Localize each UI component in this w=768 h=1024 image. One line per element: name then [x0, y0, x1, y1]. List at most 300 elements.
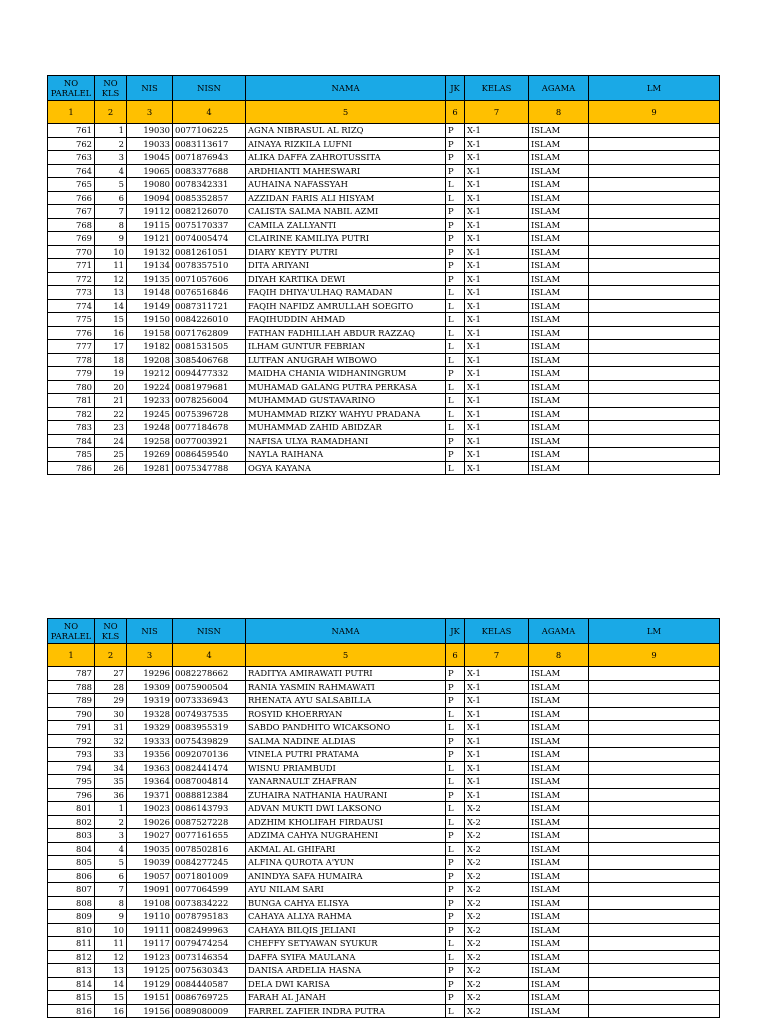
table-cell: X-1 [465, 164, 529, 178]
table-cell: X-1 [465, 232, 529, 246]
table-cell: 0074937535 [173, 707, 246, 721]
table-cell: L [446, 721, 465, 735]
table-cell: 0094477332 [173, 367, 246, 381]
table-cell: ISLAM [529, 991, 589, 1005]
table-cell: ISLAM [529, 421, 589, 435]
table-cell: 0083377688 [173, 164, 246, 178]
col-number: 8 [529, 101, 589, 124]
table-cell: AUHAINA NAFASSYAH [246, 178, 446, 192]
table-cell: 787 [48, 667, 95, 681]
table-cell [589, 299, 720, 313]
table-cell: X-1 [465, 191, 529, 205]
col-number: 9 [589, 644, 720, 667]
col-number: 5 [246, 644, 446, 667]
table-cell: 28 [95, 680, 127, 694]
table-cell: 19148 [127, 286, 173, 300]
table-cell: 0086769725 [173, 991, 246, 1005]
table-cell: MUHAMAD GALANG PUTRA PERKASA [246, 380, 446, 394]
table-cell [589, 788, 720, 802]
table-cell [589, 461, 720, 475]
table-cell: P [446, 124, 465, 138]
table-cell: ISLAM [529, 829, 589, 843]
table-cell: P [446, 883, 465, 897]
table-cell: 0075347788 [173, 461, 246, 475]
table-cell [589, 380, 720, 394]
table-cell: CHEFFY SETYAWAN SYUKUR [246, 937, 446, 951]
table-row [48, 232, 720, 246]
table-cell: FARAH AL JANAH [246, 991, 446, 1005]
table-cell: 34 [95, 761, 127, 775]
table-cell: AGNA NIBRASUL AL RIZQ [246, 124, 446, 138]
table-cell: ISLAM [529, 448, 589, 462]
col-header: AGAMA [529, 76, 589, 101]
table-cell: X-1 [465, 788, 529, 802]
table-cell: 19094 [127, 191, 173, 205]
col-number: 7 [465, 101, 529, 124]
table-cell: 768 [48, 218, 95, 232]
table-cell: 0078502816 [173, 842, 246, 856]
table-row [48, 137, 720, 151]
table-cell [589, 680, 720, 694]
col-header: NIS [127, 619, 173, 644]
table-cell: 793 [48, 748, 95, 762]
table-cell: 19329 [127, 721, 173, 735]
table-cell [589, 1004, 720, 1018]
table-cell: 19027 [127, 829, 173, 843]
table-cell: 32 [95, 734, 127, 748]
table-cell: ISLAM [529, 434, 589, 448]
table-cell: 785 [48, 448, 95, 462]
table-cell: 19135 [127, 272, 173, 286]
table-cell: 769 [48, 232, 95, 246]
table-cell: 778 [48, 353, 95, 367]
table-body [48, 667, 720, 1018]
table-row [48, 977, 720, 991]
table-cell: X-1 [465, 680, 529, 694]
table-cell: 806 [48, 869, 95, 883]
table-cell: 0071057606 [173, 272, 246, 286]
table-cell [589, 950, 720, 964]
table-row [48, 856, 720, 870]
table-cell: FAQIHUDDIN AHMAD [246, 313, 446, 327]
table-cell [589, 232, 720, 246]
column-number-row [48, 101, 720, 124]
table-cell: 19112 [127, 205, 173, 219]
table-cell [589, 421, 720, 435]
table-cell [589, 937, 720, 951]
col-number: 5 [246, 101, 446, 124]
table-cell: 19110 [127, 910, 173, 924]
table-cell: P [446, 434, 465, 448]
table-cell: X-1 [465, 124, 529, 138]
table-cell: 761 [48, 124, 95, 138]
table-row [48, 694, 720, 708]
table-cell: 20 [95, 380, 127, 394]
table-cell: 0074005474 [173, 232, 246, 246]
table-cell [589, 856, 720, 870]
table-cell [589, 977, 720, 991]
table-cell: MUHAMMAD GUSTAVARINO [246, 394, 446, 408]
table-cell [589, 245, 720, 259]
table-cell [589, 407, 720, 421]
table-cell: 0071876943 [173, 151, 246, 165]
table-cell [589, 964, 720, 978]
table-cell: DELA DWI KARISA [246, 977, 446, 991]
table-cell: P [446, 694, 465, 708]
table-cell [589, 923, 720, 937]
table-cell: ISLAM [529, 977, 589, 991]
table-cell: 2 [95, 815, 127, 829]
table-cell: 19115 [127, 218, 173, 232]
table-cell: P [446, 856, 465, 870]
table-row [48, 667, 720, 681]
table-cell: 21 [95, 394, 127, 408]
table-cell: SABDO PANDHITO WICAKSONO [246, 721, 446, 735]
table-cell: 8 [95, 896, 127, 910]
table-cell: X-1 [465, 326, 529, 340]
table-cell: X-2 [465, 842, 529, 856]
table-cell: X-1 [465, 394, 529, 408]
table-cell: 0082499963 [173, 923, 246, 937]
table-cell: DANISA ARDELIA HASNA [246, 964, 446, 978]
table-cell: 19033 [127, 137, 173, 151]
table-cell: 19319 [127, 694, 173, 708]
table-cell: P [446, 667, 465, 681]
table-cell: MUHAMMAD ZAHID ABIDZAR [246, 421, 446, 435]
table-cell: 792 [48, 734, 95, 748]
table-cell [589, 761, 720, 775]
table-cell [589, 775, 720, 789]
table-row [48, 286, 720, 300]
table-cell: P [446, 680, 465, 694]
table-cell: 19151 [127, 991, 173, 1005]
table-cell [589, 137, 720, 151]
table-cell: 801 [48, 802, 95, 816]
table-cell [589, 151, 720, 165]
table-cell: 19129 [127, 977, 173, 991]
table-cell: 19125 [127, 964, 173, 978]
table-cell: 3085406768 [173, 353, 246, 367]
table-cell: 0077106225 [173, 124, 246, 138]
col-header: NISN [173, 76, 246, 101]
table-cell: 19328 [127, 707, 173, 721]
table-cell: 19156 [127, 1004, 173, 1018]
table-cell: ISLAM [529, 734, 589, 748]
table-cell: 13 [95, 286, 127, 300]
table-cell: P [446, 991, 465, 1005]
table-cell [589, 353, 720, 367]
table-cell: 763 [48, 151, 95, 165]
table-cell: 9 [95, 232, 127, 246]
table-row [48, 923, 720, 937]
table-cell: 0078357510 [173, 259, 246, 273]
table-cell: ISLAM [529, 842, 589, 856]
table-cell: ISLAM [529, 340, 589, 354]
table-cell: ISLAM [529, 707, 589, 721]
table-cell: ISLAM [529, 788, 589, 802]
table-cell: 19356 [127, 748, 173, 762]
table-cell: 774 [48, 299, 95, 313]
table-cell: 19111 [127, 923, 173, 937]
table-cell: L [446, 353, 465, 367]
table-cell: 805 [48, 856, 95, 870]
table-cell: FATHAN FADHILLAH ABDUR RAZZAQ [246, 326, 446, 340]
table-cell: 6 [95, 869, 127, 883]
table-cell: 814 [48, 977, 95, 991]
table-cell: 16 [95, 1004, 127, 1018]
table-cell: AYU NILAM SARI [246, 883, 446, 897]
table-cell: ISLAM [529, 367, 589, 381]
table-cell: ISLAM [529, 721, 589, 735]
table-cell: ALFINA QUROTA A'YUN [246, 856, 446, 870]
col-header: AGAMA [529, 619, 589, 644]
col-header: NAMA [246, 619, 446, 644]
table-cell: 773 [48, 286, 95, 300]
table-cell: 27 [95, 667, 127, 681]
table-cell: 19108 [127, 896, 173, 910]
table-cell: X-1 [465, 313, 529, 327]
table-cell: X-1 [465, 367, 529, 381]
table-cell: 31 [95, 721, 127, 735]
table-cell: L [446, 394, 465, 408]
table-cell: 764 [48, 164, 95, 178]
table-cell: 10 [95, 923, 127, 937]
table-cell [589, 259, 720, 273]
table-cell: P [446, 869, 465, 883]
table-cell: 775 [48, 313, 95, 327]
table-cell: X-1 [465, 761, 529, 775]
table-row [48, 964, 720, 978]
table-cell: 19080 [127, 178, 173, 192]
table-cell: AZZIDAN FARIS ALI HISYAM [246, 191, 446, 205]
table-cell: ISLAM [529, 923, 589, 937]
table-cell: ISLAM [529, 313, 589, 327]
table-cell: 19030 [127, 124, 173, 138]
table-cell: X-2 [465, 815, 529, 829]
table-cell: ISLAM [529, 883, 589, 897]
col-header: NIS [127, 76, 173, 101]
table-cell: 1 [95, 802, 127, 816]
col-header: KELAS [465, 76, 529, 101]
table-cell: FAQIH NAFIDZ AMRULLAH SOEGITO [246, 299, 446, 313]
table-cell: 0084440587 [173, 977, 246, 991]
col-number: 7 [465, 644, 529, 667]
table-cell: 0076516846 [173, 286, 246, 300]
table-cell: CAHAYA ALLYA RAHMA [246, 910, 446, 924]
table-row [48, 707, 720, 721]
table-cell: 18 [95, 353, 127, 367]
table-cell: 812 [48, 950, 95, 964]
table-cell: 0086459540 [173, 448, 246, 462]
table-cell: 30 [95, 707, 127, 721]
table-cell: 781 [48, 394, 95, 408]
table-cell: X-1 [465, 775, 529, 789]
table-cell [589, 869, 720, 883]
table-cell: 19364 [127, 775, 173, 789]
table-cell: 0087004814 [173, 775, 246, 789]
table-cell: 11 [95, 259, 127, 273]
table-cell: X-1 [465, 286, 529, 300]
table-cell [589, 340, 720, 354]
table-row [48, 299, 720, 313]
table-cell: 772 [48, 272, 95, 286]
table-cell: 36 [95, 788, 127, 802]
table-cell [589, 815, 720, 829]
table-cell: 0078795183 [173, 910, 246, 924]
table-cell: 19134 [127, 259, 173, 273]
table-cell: X-2 [465, 802, 529, 816]
table-cell [589, 721, 720, 735]
table-cell: AINAYA RIZKILA LUFNI [246, 137, 446, 151]
table-cell: 0071762809 [173, 326, 246, 340]
table-cell: X-1 [465, 340, 529, 354]
table-cell: X-2 [465, 883, 529, 897]
table-row [48, 191, 720, 205]
table-cell: 0083955319 [173, 721, 246, 735]
table-cell: P [446, 164, 465, 178]
table-cell: 0077064599 [173, 883, 246, 897]
table-row [48, 829, 720, 843]
table-cell: ISLAM [529, 407, 589, 421]
table-cell: X-2 [465, 1004, 529, 1018]
table-cell: 810 [48, 923, 95, 937]
table-row [48, 1004, 720, 1018]
table-cell [589, 896, 720, 910]
table-cell: 26 [95, 461, 127, 475]
table-cell: ISLAM [529, 272, 589, 286]
table-cell: 776 [48, 326, 95, 340]
table-cell: DIARY KEYTY PUTRI [246, 245, 446, 259]
table-cell: 0085352857 [173, 191, 246, 205]
table-cell: X-1 [465, 178, 529, 192]
table-cell: 19248 [127, 421, 173, 435]
table-cell: ZUHAIRA NATHANIA HAURANI [246, 788, 446, 802]
table-cell: ISLAM [529, 232, 589, 246]
table-cell: 811 [48, 937, 95, 951]
table-cell: 19371 [127, 788, 173, 802]
table-cell: ISLAM [529, 667, 589, 681]
table-cell: 796 [48, 788, 95, 802]
table-cell [589, 191, 720, 205]
table-cell: X-1 [465, 259, 529, 273]
table-cell: 786 [48, 461, 95, 475]
table-cell: 0089080009 [173, 1004, 246, 1018]
table-cell: ISLAM [529, 910, 589, 924]
table-cell: ISLAM [529, 761, 589, 775]
table-cell: 0073146354 [173, 950, 246, 964]
table-cell: X-1 [465, 667, 529, 681]
table-cell: 779 [48, 367, 95, 381]
table-cell: 0075900504 [173, 680, 246, 694]
col-header: LM [589, 76, 720, 101]
table-cell: ISLAM [529, 380, 589, 394]
table-cell: L [446, 815, 465, 829]
table-cell: CAHAYA BILQIS JELIANI [246, 923, 446, 937]
table-cell: 13 [95, 964, 127, 978]
table-cell: 5 [95, 178, 127, 192]
table-row [48, 394, 720, 408]
table-cell: ISLAM [529, 950, 589, 964]
table-cell: 0092070136 [173, 748, 246, 762]
table-cell: X-1 [465, 721, 529, 735]
table-cell: 19026 [127, 815, 173, 829]
table-cell: 19035 [127, 842, 173, 856]
table-cell: 22 [95, 407, 127, 421]
table-cell: ISLAM [529, 137, 589, 151]
table-cell: ISLAM [529, 775, 589, 789]
table-cell: X-1 [465, 694, 529, 708]
table-row [48, 815, 720, 829]
table-cell: 7 [95, 883, 127, 897]
table-cell: NAFISA ULYA RAMADHANI [246, 434, 446, 448]
col-number: 4 [173, 101, 246, 124]
table-cell: 0082441474 [173, 761, 246, 775]
table-cell [589, 448, 720, 462]
table-cell: ADZIMA CAHYA NUGRAHENI [246, 829, 446, 843]
header-row [48, 619, 720, 644]
table-cell: RHENATA AYU SALSABILLA [246, 694, 446, 708]
table-cell: 35 [95, 775, 127, 789]
col-number: 6 [446, 644, 465, 667]
table-cell: 0081531505 [173, 340, 246, 354]
table-cell: 791 [48, 721, 95, 735]
table-cell: 0073336943 [173, 694, 246, 708]
table-cell: 780 [48, 380, 95, 394]
table-cell: ISLAM [529, 461, 589, 475]
table-cell: 767 [48, 205, 95, 219]
table-cell: L [446, 707, 465, 721]
table-cell [589, 842, 720, 856]
table-cell: L [446, 380, 465, 394]
table-cell: X-1 [465, 137, 529, 151]
table-cell: X-1 [465, 434, 529, 448]
table-cell: ISLAM [529, 748, 589, 762]
table-cell: 9 [95, 910, 127, 924]
table-cell: 782 [48, 407, 95, 421]
table-cell: 19023 [127, 802, 173, 816]
table-cell [589, 164, 720, 178]
table-row [48, 340, 720, 354]
table-row [48, 218, 720, 232]
table-cell [589, 910, 720, 924]
col-header: NO PARALEL [48, 76, 95, 101]
table-cell: P [446, 923, 465, 937]
table-cell: 803 [48, 829, 95, 843]
table-cell: P [446, 964, 465, 978]
table-cell [589, 205, 720, 219]
table-cell: 808 [48, 896, 95, 910]
table-cell: 0087311721 [173, 299, 246, 313]
table-cell: ISLAM [529, 259, 589, 273]
column-number-row [48, 644, 720, 667]
table-cell: 19269 [127, 448, 173, 462]
table-cell: L [446, 937, 465, 951]
table-cell: 19258 [127, 434, 173, 448]
table-cell: ISLAM [529, 353, 589, 367]
table-cell: ISLAM [529, 802, 589, 816]
table-cell: L [446, 950, 465, 964]
table-cell: 12 [95, 950, 127, 964]
table-cell: X-2 [465, 937, 529, 951]
table-cell: MUHAMMAD RIZKY WAHYU PRADANA [246, 407, 446, 421]
table-row [48, 245, 720, 259]
table-cell: 770 [48, 245, 95, 259]
table-cell: 0077161655 [173, 829, 246, 843]
table-cell [589, 883, 720, 897]
table-cell: 795 [48, 775, 95, 789]
table-cell: 19224 [127, 380, 173, 394]
table-cell: X-1 [465, 448, 529, 462]
